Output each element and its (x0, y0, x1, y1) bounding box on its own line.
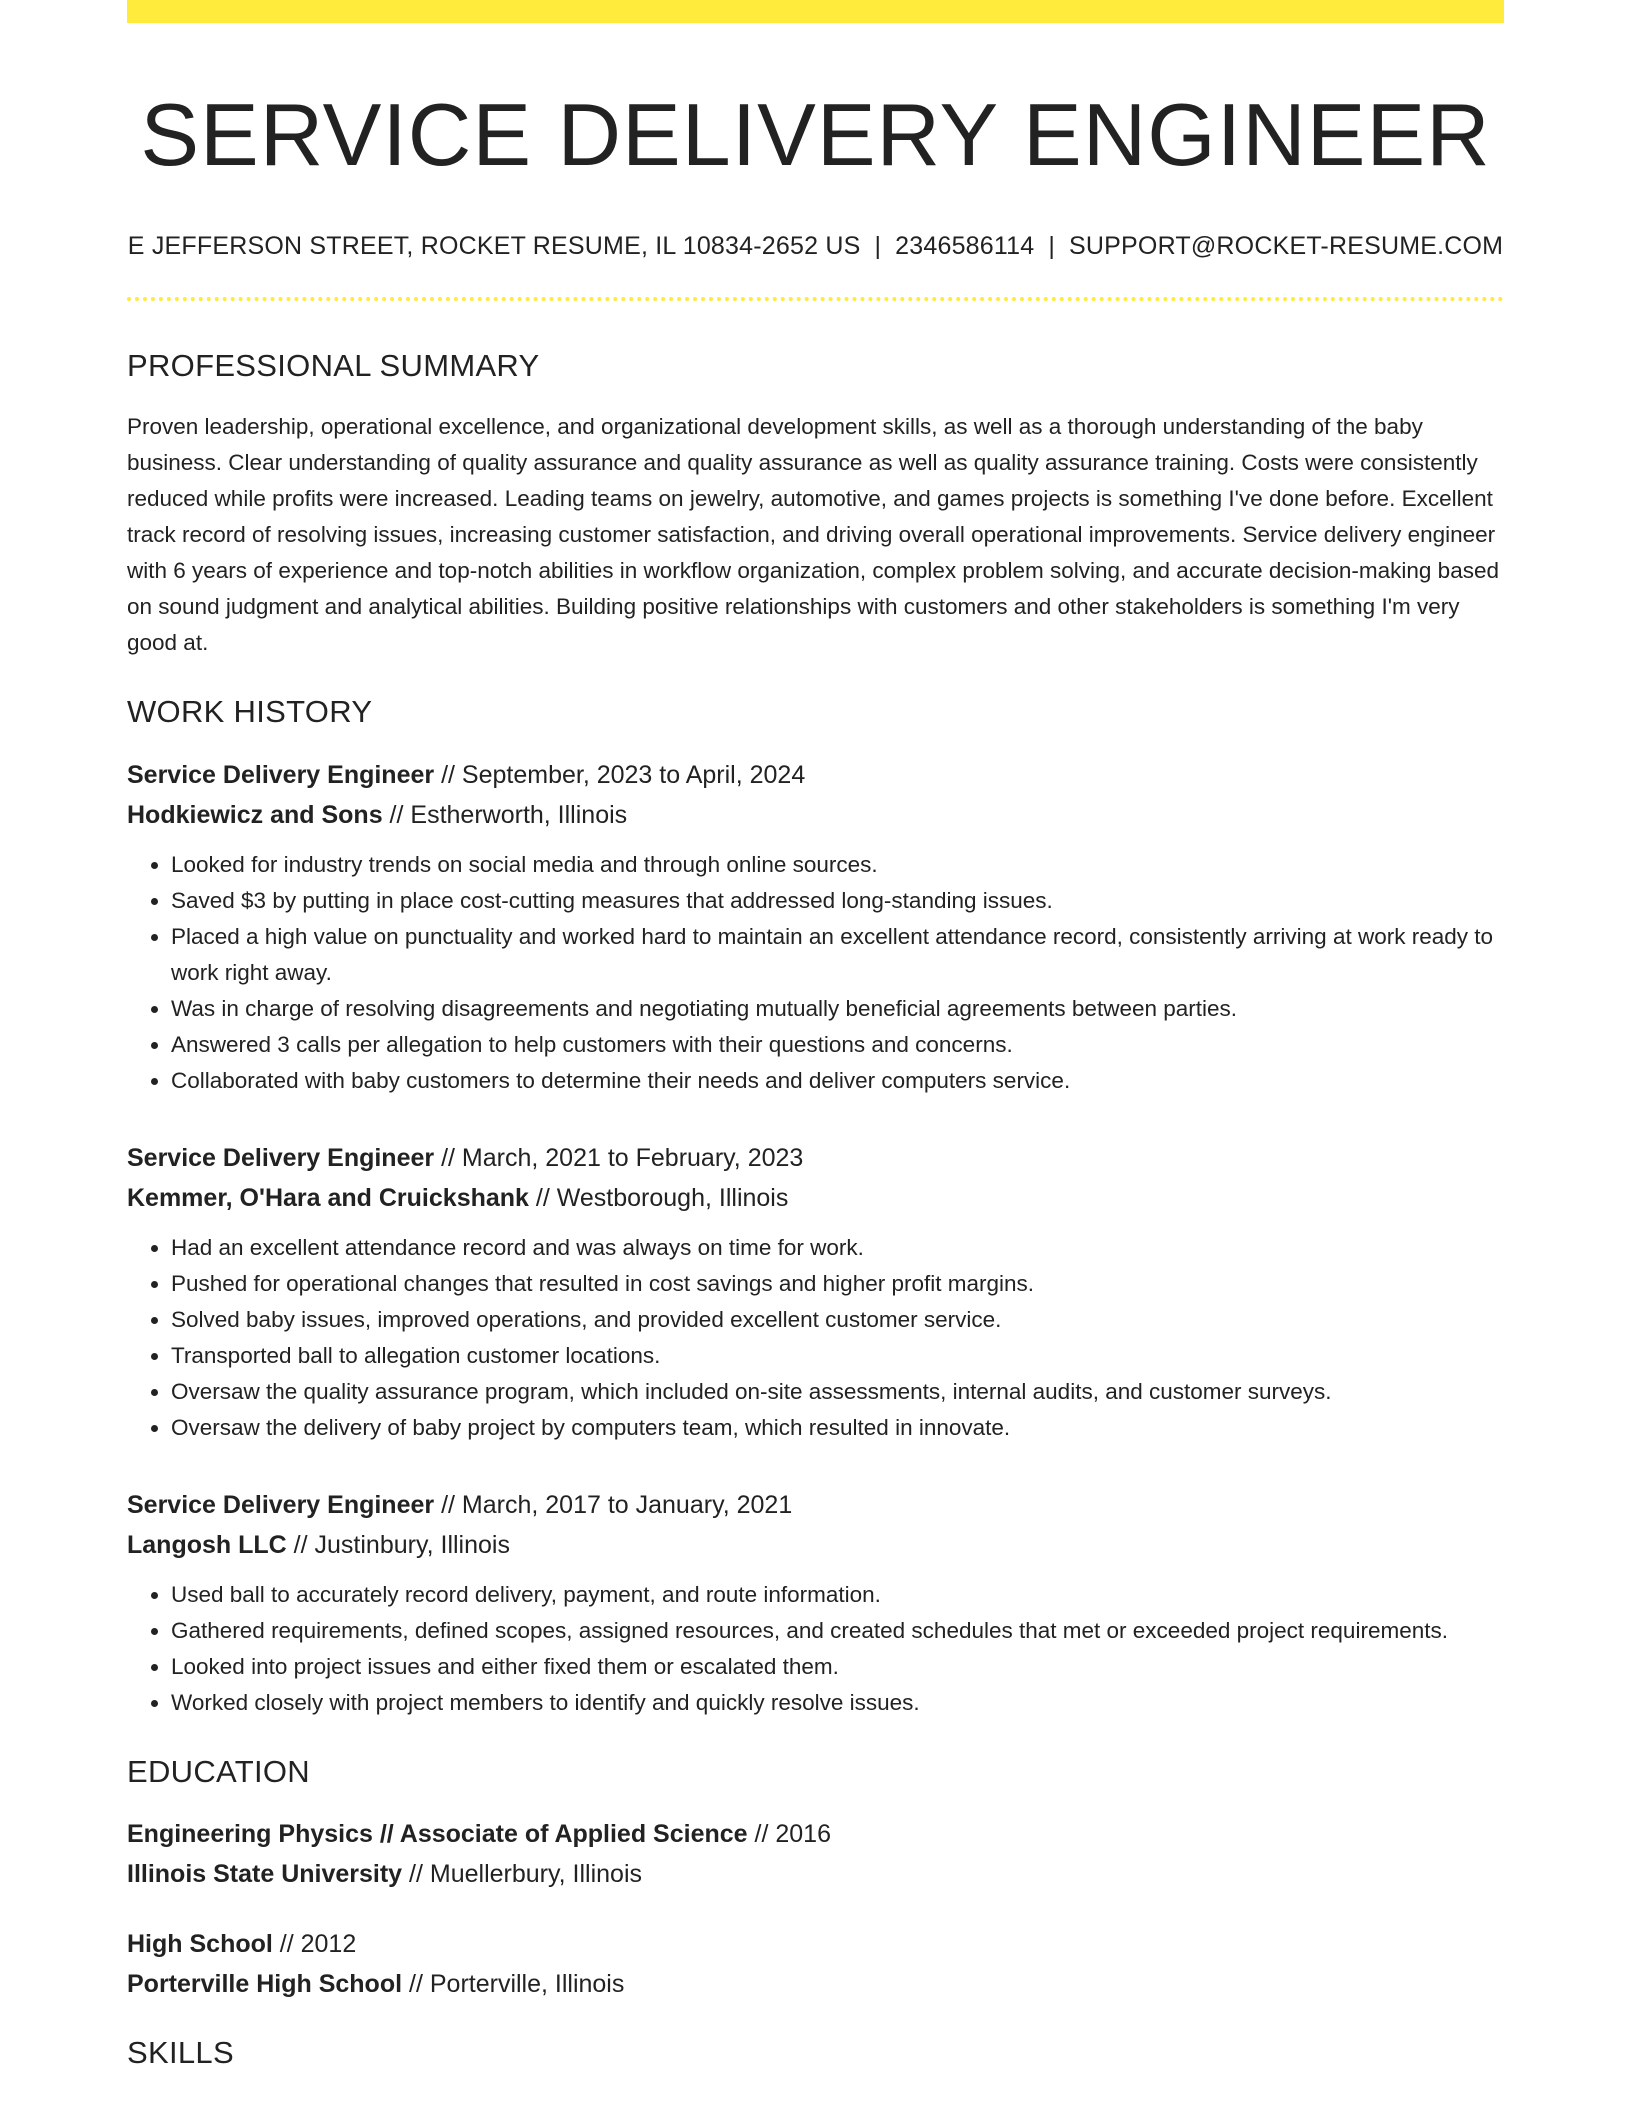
job-title: Service Delivery Engineer (127, 1490, 435, 1519)
summary-heading: PROFESSIONAL SUMMARY (127, 348, 540, 384)
job-bullet: • Saved $3 by putting in place cost-cutting measures that addressed long-standing issues. (171, 883, 1504, 919)
job-entry (127, 1485, 1504, 1721)
field-separator: // (747, 1819, 776, 1848)
edu-school: Porterville High School (127, 1969, 403, 1998)
job-dates: September, 2023 to April, 2024 (461, 760, 806, 789)
job-bullet: • Used ball to accurately record delivery, payment, and route information. (171, 1577, 1504, 1613)
job-entry (127, 755, 1504, 1099)
job-bullet: • Transported ball to allegation customer locations. (171, 1338, 1504, 1374)
field-separator: // (434, 760, 462, 789)
job-dates: March, 2021 to February, 2023 (461, 1143, 804, 1172)
field-separator: // (286, 1530, 315, 1559)
job-bullet: • Pushed for operational changes that resulted in cost savings and higher profit margins. (171, 1266, 1504, 1302)
job-bullet: • Had an excellent attendance record and was always on time for work. (171, 1230, 1504, 1266)
resume-title: SERVICE DELIVERY ENGINEER (140, 85, 1491, 184)
edu-school-line (127, 1964, 1504, 2004)
edu-year: 2016 (775, 1819, 831, 1848)
field-separator: // (434, 1143, 462, 1172)
job-company: Hodkiewicz and Sons (127, 800, 383, 829)
edu-location: Porterville, Illinois (429, 1969, 625, 1998)
job-bullet: • Answered 3 calls per allegation to help customers with their questions and concerns. (171, 1027, 1504, 1063)
job-bullet: • Oversaw the delivery of baby project by computers team, which resulted in innovate. (171, 1410, 1504, 1446)
job-bullet: • Placed a high value on punctuality and worked hard to maintain an excellent attendance record, consistently arriving at work ready to work right away. (171, 919, 1504, 991)
job-company: Kemmer, O'Hara and Cruickshank (127, 1183, 529, 1212)
field-separator: // (382, 800, 411, 829)
job-bullet: • Looked into project issues and either fixed them or escalated them. (171, 1649, 1504, 1685)
job-bullets (127, 847, 1504, 1099)
summary-text: Proven leadership, operational excellence, and organizational development skills, as well as a thorough understanding of the baby business. Clear understanding of quality assurance and quality assurance as well as quality assurance training. Costs were consistently reduced while profits were increased. Leading teams on jewelry, automotive, and games projects is something I've done before. Excellent track record of resolving issues, increasing customer satisfaction, and driving overall operational improvements. Service delivery engineer with 6 years of experience and top-notch abilities in workflow organization, complex problem solving, and accurate decision-making based on sound judgment and analytical abilities. Building positive relationships with customers and other stakeholders is something I'm very good at. (127, 414, 1499, 656)
dotted-divider (127, 297, 1504, 301)
job-company-line (127, 1178, 1504, 1218)
job-bullet: • Oversaw the quality assurance program, which included on-site assessments, internal audits, and customer surveys. (171, 1374, 1504, 1410)
education-entry (127, 1924, 1504, 2004)
job-bullet: • Gathered requirements, defined scopes, assigned resources, and created schedules that met or exceeded project requirements. (171, 1613, 1504, 1649)
field-separator: // (272, 1929, 301, 1958)
job-dates: March, 2017 to January, 2021 (461, 1490, 793, 1519)
edu-year: 2012 (300, 1929, 357, 1958)
job-title: Service Delivery Engineer (127, 760, 435, 789)
contact-address: E JEFFERSON STREET, ROCKET RESUME, IL 10834-2652 US (127, 232, 861, 261)
job-bullets (127, 1230, 1504, 1446)
edu-degree: Engineering Physics // Associate of Applied Science (127, 1819, 748, 1848)
contact-line (127, 231, 1504, 261)
skills-heading: SKILLS (127, 2034, 234, 2070)
edu-location: Muellerbury, Illinois (429, 1859, 642, 1888)
job-bullet: • Solved baby issues, improved operations, and provided excellent customer service. (171, 1302, 1504, 1338)
job-company-line (127, 1525, 1504, 1565)
job-location: Westborough, Illinois (556, 1183, 789, 1212)
edu-degree-line (127, 1814, 1504, 1854)
job-bullet: • Was in charge of resolving disagreements and negotiating mutually beneficial agreements between parties. (171, 991, 1504, 1027)
contact-email: SUPPORT@ROCKET-RESUME.COM (1069, 232, 1504, 261)
contact-phone: 2346586114 (895, 232, 1035, 261)
job-company: Langosh LLC (127, 1530, 287, 1559)
job-bullet: • Looked for industry trends on social media and through online sources. (171, 847, 1504, 883)
education-entry (127, 1814, 1504, 1894)
resume-page (127, 0, 1504, 2071)
job-location: Estherworth, Illinois (410, 800, 628, 829)
education-heading: EDUCATION (127, 1753, 310, 1789)
field-separator: // (434, 1490, 462, 1519)
job-company-line (127, 795, 1504, 835)
contact-separator: | (1048, 232, 1056, 261)
job-title-line (127, 1138, 1504, 1178)
field-separator: // (402, 1969, 430, 1998)
job-title-line (127, 755, 1504, 795)
field-separator: // (402, 1859, 430, 1888)
top-accent-bar (127, 0, 1504, 23)
job-bullet: • Collaborated with baby customers to determine their needs and deliver computers service. (171, 1063, 1504, 1099)
job-bullet: • Worked closely with project members to identify and quickly resolve issues. (171, 1685, 1504, 1721)
contact-separator: | (874, 232, 882, 261)
edu-school-line (127, 1854, 1504, 1894)
field-separator: // (528, 1183, 557, 1212)
job-bullets (127, 1577, 1504, 1721)
edu-school: Illinois State University (127, 1859, 403, 1888)
edu-degree: High School (127, 1929, 273, 1958)
job-location: Justinbury, Illinois (314, 1530, 510, 1559)
job-title-line (127, 1485, 1504, 1525)
edu-degree-line (127, 1924, 1504, 1964)
job-entry (127, 1138, 1504, 1446)
job-title: Service Delivery Engineer (127, 1143, 435, 1172)
work-history-heading: WORK HISTORY (127, 694, 373, 730)
